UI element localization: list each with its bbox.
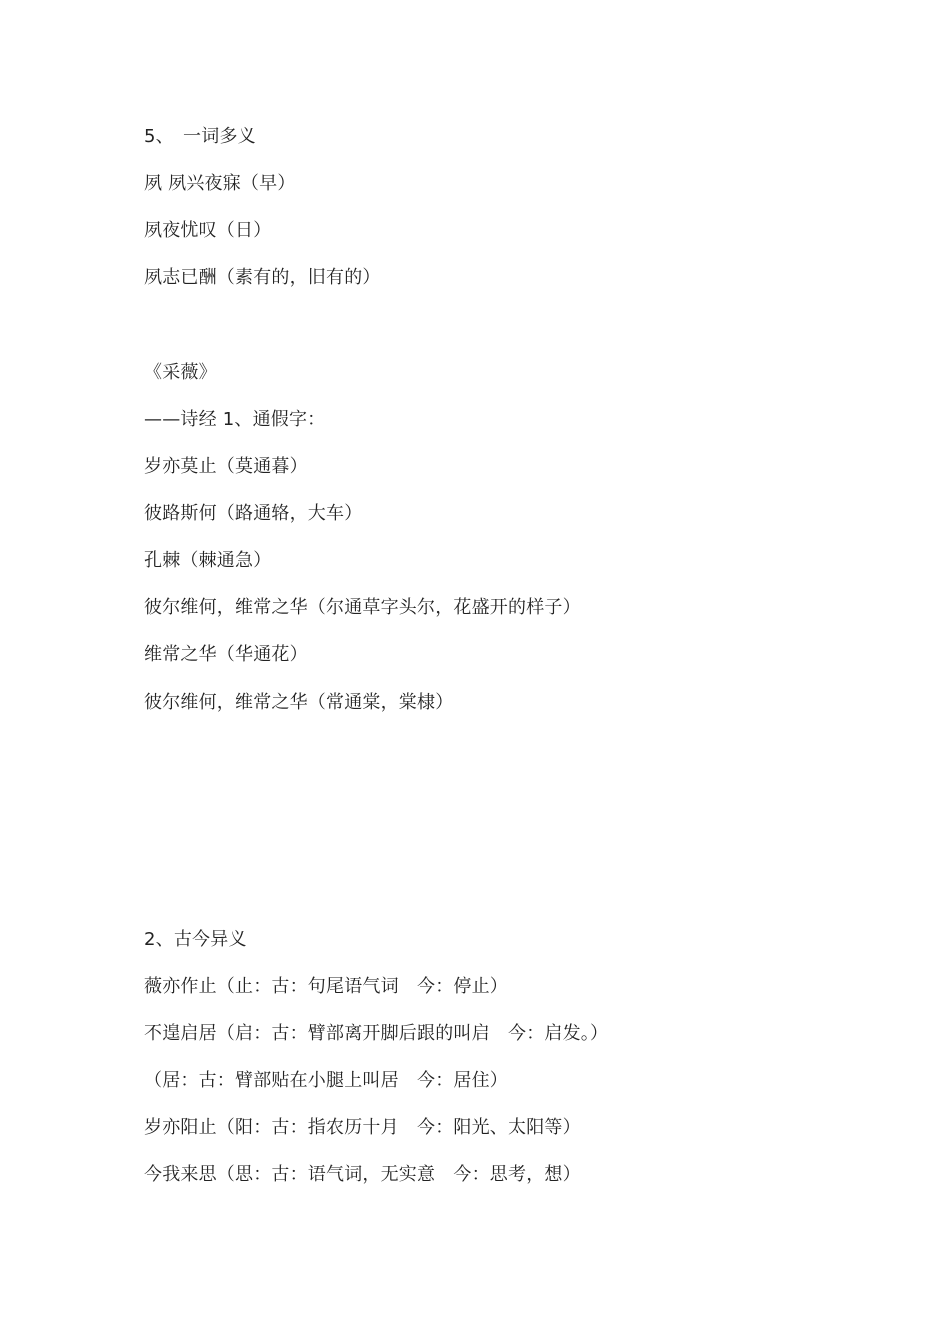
text-line: 孔棘（棘通急）	[144, 550, 272, 571]
poem-subtitle: ——诗经 1、通假字：	[144, 409, 326, 430]
text-line: 今我来思（思：古：语气词，无实意 今：思考，想）	[144, 1164, 581, 1185]
text-line: 夙夜忧叹（日）	[144, 220, 272, 241]
section-heading-polysemy: 5、 一词多义	[144, 126, 256, 147]
text-line: 夙 夙兴夜寐（早）	[144, 173, 296, 194]
text-line: 岁亦莫止（莫通暮）	[144, 456, 308, 477]
text-line: 岁亦阳止（阳：古：指农历十月 今：阳光、太阳等）	[144, 1117, 581, 1138]
text-line: 夙志已酬（素有的，旧有的）	[144, 267, 381, 288]
text-line: 不遑启居（启：古：臂部离开脚后跟的叫启 今：启发。）	[144, 1023, 609, 1044]
section-heading-ancient-modern: 2、古今异义	[144, 929, 247, 950]
text-line: 薇亦作止（止：古：句尾语气词 今：停止）	[144, 976, 508, 997]
text-line: 彼尔维何，维常之华（尔通草字头尔，花盛开的样子）	[144, 597, 581, 618]
poem-title: 《采薇》	[144, 362, 217, 383]
text-line: 彼尔维何，维常之华（常通棠，棠棣）	[144, 692, 454, 713]
text-line: （居：古：臂部贴在小腿上叫居 今：居住）	[144, 1070, 508, 1091]
text-line: 维常之华（华通花）	[144, 644, 308, 665]
text-line: 彼路斯何（路通辂，大车）	[144, 503, 363, 524]
